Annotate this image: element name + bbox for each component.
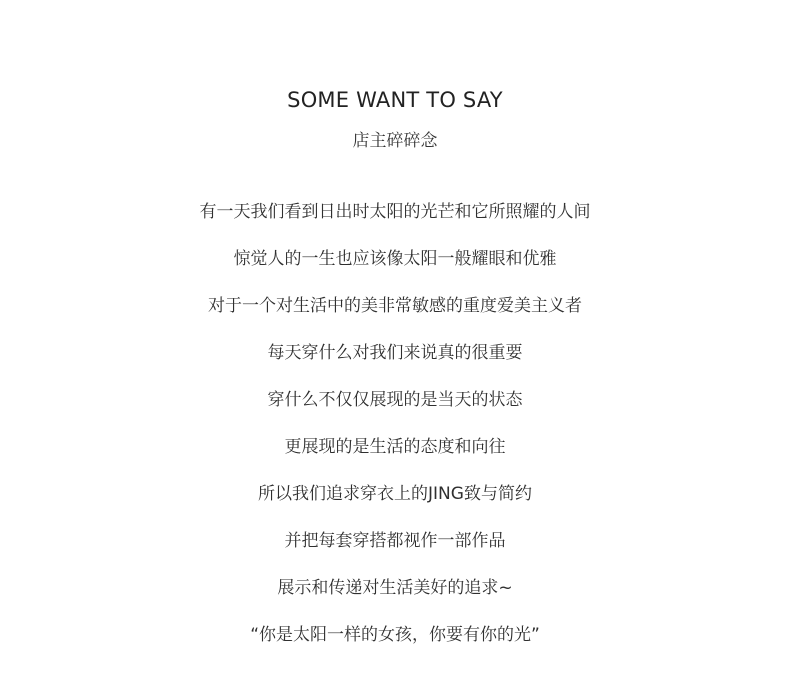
- message-line: 每天穿什么对我们来说真的很重要: [267, 343, 523, 363]
- message-line: 惊觉人的一生也应该像太阳一般耀眼和优雅: [233, 249, 557, 269]
- message-line: 更展现的是生活的态度和向往: [284, 437, 506, 457]
- message-line: 穿什么不仅仅展现的是当天的状态: [267, 390, 523, 410]
- message-line: 所以我们追求穿衣上的JING致与简约: [258, 484, 532, 504]
- message-line: 展示和传递对生活美好的追求~: [277, 578, 513, 598]
- message-line: 对于一个对生活中的美非常敏感的重度爱美主义者: [208, 296, 582, 316]
- page-subtitle: 店主碎碎念: [352, 131, 438, 151]
- message-line: 并把每套穿搭都视作一部作品: [284, 531, 506, 551]
- message-line: “你是太阳一样的女孩，你要有你的光”: [250, 625, 540, 645]
- page-title: SOME WANT TO SAY: [287, 88, 503, 112]
- message-lines: [0, 198, 790, 668]
- message-line: 有一天我们看到日出时太阳的光芒和它所照耀的人间: [199, 202, 591, 222]
